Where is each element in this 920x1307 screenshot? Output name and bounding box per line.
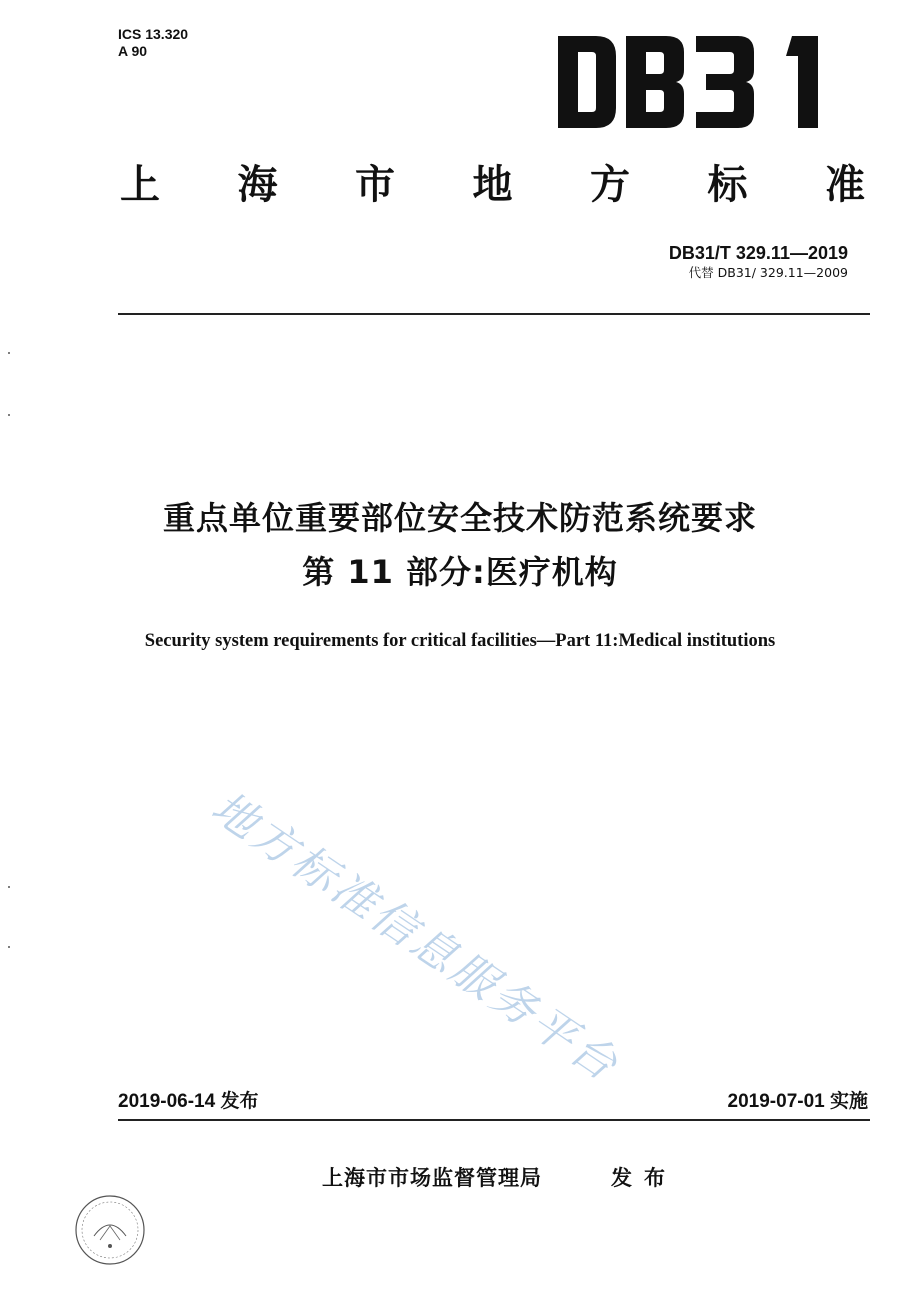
ics-code: ICS 13.320: [118, 26, 189, 42]
standard-type-char: 上: [120, 162, 160, 208]
issue-date: 2019-06-14 发布: [118, 1091, 259, 1112]
margin-mark: [8, 352, 10, 354]
standard-type-heading: [120, 160, 865, 210]
title-chinese-line1: 重点单位重要部位安全技术防范系统要求: [162, 499, 757, 537]
publish-label: 发布: [611, 1166, 677, 1190]
ccs-code: A 90: [118, 43, 148, 59]
top-divider: [118, 313, 870, 315]
seal-stamp: [70, 1190, 150, 1270]
bottom-divider: [118, 1119, 870, 1121]
margin-mark: [8, 414, 10, 416]
margin-mark: [8, 886, 10, 888]
title-chinese-line2: 第 11 部分:医疗机构: [302, 553, 618, 591]
standard-type-char: 准: [825, 162, 865, 208]
standard-type-char: 方: [590, 162, 630, 208]
db31-logo: [556, 30, 824, 134]
publisher-name: 上海市市场监督管理局: [322, 1166, 542, 1190]
classification-codes: [118, 26, 188, 60]
implementation-date: 2019-07-01 实施: [727, 1091, 868, 1112]
watermark: 地方标准信息服务平台: [202, 781, 629, 1093]
standard-number: DB31/T 329.11—2019: [668, 243, 848, 263]
standard-type-char: 市: [355, 162, 395, 208]
replaces-note: 代替 DB31/ 329.11—2009: [688, 265, 848, 280]
title-english: Security system requirements for critical facilities—Part 11:Medical institutions: [144, 631, 776, 651]
standard-type-char: 海: [237, 162, 278, 208]
standard-type-char: 地: [472, 162, 513, 208]
standard-type-char: 标: [707, 162, 748, 208]
margin-mark: [8, 946, 10, 948]
